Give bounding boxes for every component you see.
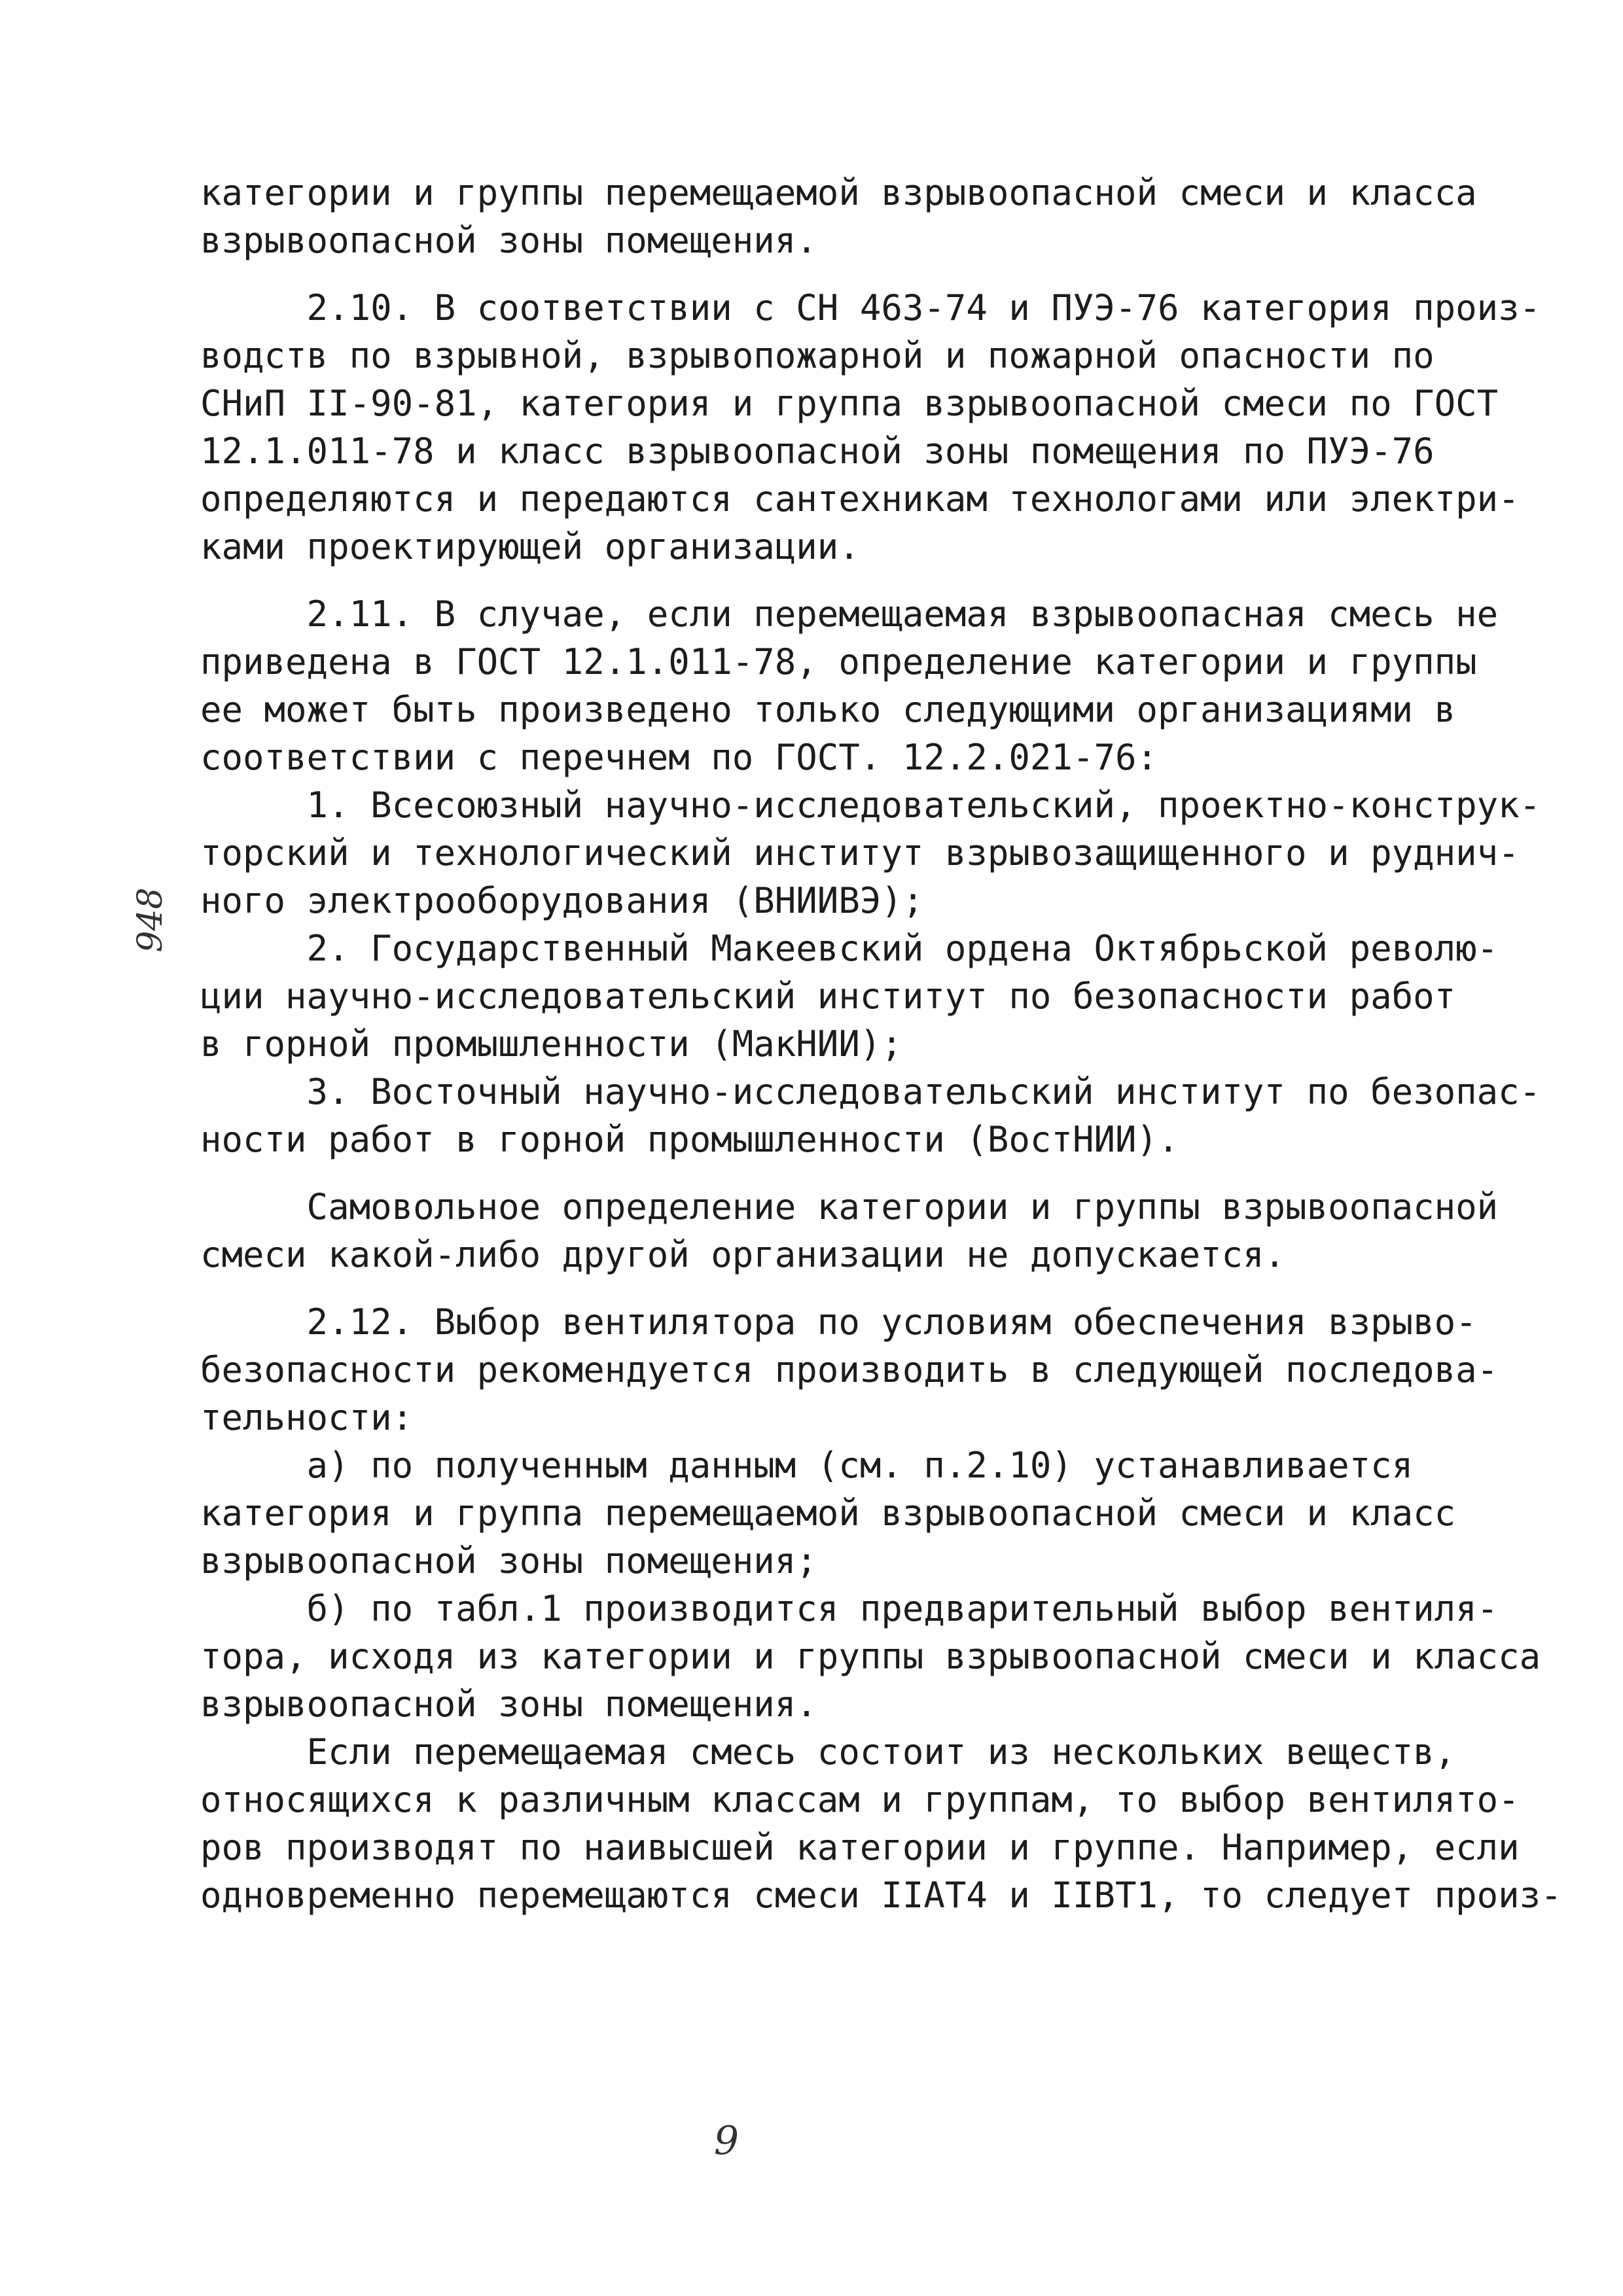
text-line: тельности: bbox=[200, 1397, 414, 1438]
text-line: ками проектирующей организации. bbox=[200, 526, 860, 567]
text-line: категории и группы перемещаемой взрывоопасной смеси и класса bbox=[200, 172, 1477, 213]
text-line: безопасности рекомендуется производить в следующей последова- bbox=[200, 1349, 1499, 1390]
text-line: СНиП II-90-81, категория и группа взрывоопасной смеси по ГОСТ bbox=[200, 383, 1499, 424]
text-line: соответствии с перечнем по ГОСТ. 12.2.021-76: bbox=[200, 737, 1158, 778]
list-item-line: торский и технологический институт взрывозащищенного и руднич- bbox=[200, 832, 1520, 874]
list-item-line: 1. Всесоюзный научно-исследовательский, проектно-конструк- bbox=[200, 785, 1541, 826]
text-line: приведена в ГОСТ 12.1.011-78, определение категории и группы bbox=[200, 641, 1477, 682]
text-line: определяются и передаются сантехникам технологами или электри- bbox=[200, 478, 1520, 520]
text-line: ров производят по наивысшей категории и группе. Например, если bbox=[200, 1827, 1520, 1868]
text-line: относящихся к различным классам и группам, то выбор вентилято- bbox=[200, 1779, 1520, 1820]
list-item-line: тора, исходя из категории и группы взрывоопасной смеси и класса bbox=[200, 1636, 1541, 1677]
text-line: одновременно перемещаются смеси IIАТ4 и IIВТ1, то следует произ- bbox=[200, 1875, 1562, 1916]
list-item-line: категория и группа перемещаемой взрывоопасной смеси и класс bbox=[200, 1492, 1456, 1534]
text-line: 2.12. Выбор вентилятора по условиям обеспечения взрыво- bbox=[200, 1301, 1477, 1343]
text-line: взрывоопасной зоны помещения. bbox=[200, 220, 817, 261]
margin-archive-number: 948 bbox=[131, 887, 170, 953]
text-line: ее может быть произведено только следующими организациями в bbox=[200, 689, 1456, 730]
list-item-line: взрывоопасной зоны помещения. bbox=[200, 1684, 817, 1725]
list-item-line: 2. Государственный Макеевский ордена Октябрьской револю- bbox=[200, 928, 1499, 969]
list-item-line: ного электрооборудования (ВНИИВЭ); bbox=[200, 880, 924, 921]
text-line: Самовольное определение категории и группы взрывоопасной bbox=[200, 1186, 1499, 1227]
list-item-line: взрывоопасной зоны помещения; bbox=[200, 1540, 817, 1581]
text-line: 2.10. В соответствии с СН 463-74 и ПУЭ-76 категория произ- bbox=[200, 287, 1541, 328]
text-line: 2.11. В случае, если перемещаемая взрывоопасная смесь не bbox=[200, 593, 1499, 635]
list-item-line: ности работ в горной промышленности (ВостНИИ). bbox=[200, 1119, 1179, 1160]
text-line: смеси какой-либо другой организации не допускается. bbox=[200, 1234, 1286, 1275]
list-item-line: в горной промышленности (МакНИИ); bbox=[200, 1023, 902, 1065]
text-line: водств по взрывной, взрывопожарной и пожарной опасности по bbox=[200, 335, 1435, 376]
list-item-line: б) по табл.1 производится предварительный выбор вентиля- bbox=[200, 1588, 1499, 1629]
list-item-line: 3. Восточный научно-исследовательский институт по безопас- bbox=[200, 1071, 1541, 1112]
list-item-line: ции научно-исследовательский институт по безопасности работ bbox=[200, 976, 1456, 1017]
text-line: Если перемещаемая смесь состоит из нескольких веществ, bbox=[200, 1731, 1456, 1773]
list-item-line: а) по полученным данным (см. п.2.10) устанавливается bbox=[200, 1445, 1414, 1486]
page-number: 9 bbox=[713, 2118, 740, 2164]
text-line: 12.1.011-78 и класс взрывоопасной зоны помещения по ПУЭ-76 bbox=[200, 431, 1435, 472]
